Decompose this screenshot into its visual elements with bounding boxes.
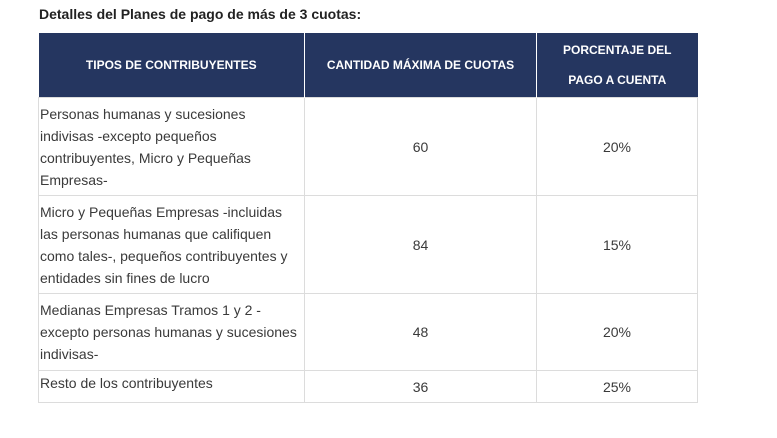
cell-taxpayer-type: Medianas Empresas Tramos 1 y 2 -excepto personas humanas y sucesiones indivisas-	[39, 294, 305, 371]
header-percentage-line1: PORCENTAJE DEL	[563, 43, 672, 57]
header-down-payment-percentage	[537, 33, 698, 98]
page-title: Detalles del Planes de pago de más de 3 cuotas:	[39, 6, 362, 22]
cell-max-installments: 36	[305, 371, 537, 403]
cell-percentage: 20%	[537, 98, 698, 196]
header-percentage-line2: PAGO A CUENTA	[568, 73, 667, 87]
header-max-installments: CANTIDAD MÁXIMA DE CUOTAS	[305, 33, 537, 98]
cell-percentage: 25%	[537, 371, 698, 403]
cell-max-installments: 84	[305, 196, 537, 294]
cell-percentage: 20%	[537, 294, 698, 371]
cell-max-installments: 48	[305, 294, 537, 371]
table-row	[39, 98, 698, 196]
table-row	[39, 371, 698, 403]
cell-taxpayer-type: Resto de los contribuyentes	[39, 371, 305, 403]
cell-taxpayer-type: Micro y Pequeñas Empresas -incluidas las personas humanas que califiquen como tales-, pequeños contribuyentes y entidades sin fines de lucro	[39, 196, 305, 294]
cell-max-installments: 60	[305, 98, 537, 196]
cell-taxpayer-type: Personas humanas y sucesiones indivisas -excepto pequeños contribuyentes, Micro y Pequeñas Empresas-	[39, 98, 305, 196]
payment-plans-table	[38, 33, 698, 403]
table-header-row	[39, 33, 698, 98]
header-taxpayer-type: TIPOS DE CONTRIBUYENTES	[39, 33, 305, 98]
table-row	[39, 196, 698, 294]
table-row	[39, 294, 698, 371]
cell-percentage: 15%	[537, 196, 698, 294]
